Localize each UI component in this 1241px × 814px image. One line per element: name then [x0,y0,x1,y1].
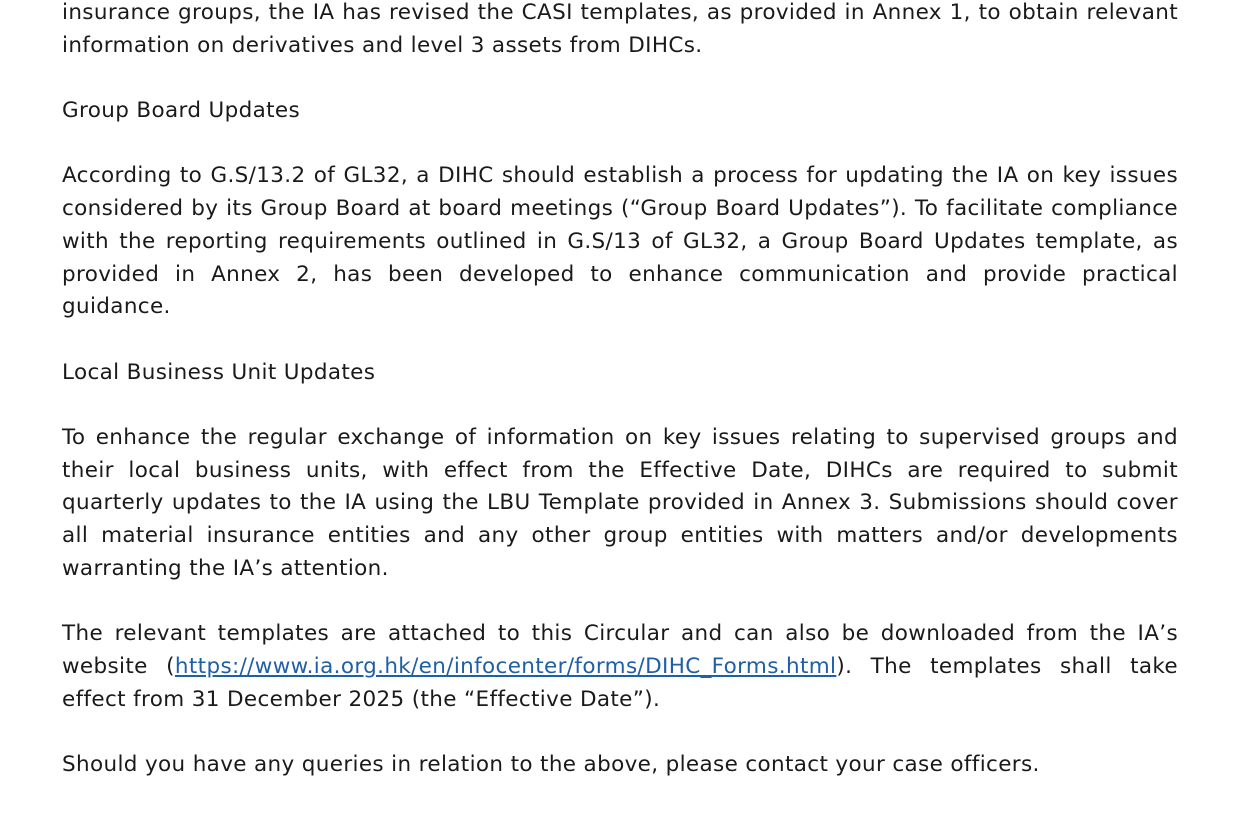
lbu-heading: Local Business Unit Updates [62,359,376,385]
intro-paragraph-tail: insurance groups, the IA has revised the CASI templates, as provided in Annex 1, to obtain relevant information on derivatives and level 3 assets from DIHCs. [62,0,1178,58]
document-body [62,0,1178,814]
group-board-paragraph: According to G.S/13.2 of GL32, a DIHC should establish a process for updating the IA on key issues considered by its Group Board at board meetings (“Group Board Updates”). To facilitate compliance with the reporting requirements outlined in G.S/13 of GL32, a Group Board Updates template, as provided in Annex 2, has been developed to enhance communication and provide practical guidance. [62,163,1178,320]
templates-text-before-link: The relevant templates are attached to this Circular and can also be downloaded from the IA’s website ( [62,621,1178,679]
closing-paragraph: Should you have any queries in relation to the above, please contact your case officers. [62,752,1040,778]
group-board-heading: Group Board Updates [62,98,301,124]
templates-paragraph [62,618,1178,716]
templates-text-after-link: ). The templates shall take effect from 31 December 2025 (the “Effective Date”). [62,653,1178,712]
lbu-paragraph: To enhance the regular exchange of information on key issues relating to supervised groups and their local business units, with effect from the Effective Date, DIHCs are required to submit quarterly updates to the IA using the LBU Template provided in Annex 3. Submissions should cover all material insurance entities and any other group entities with matters and/or developments warranting the IA’s attention. [62,425,1178,581]
dihc-forms-link[interactable]: https://www.ia.org.hk/en/infocenter/forms/DIHC_Forms.html [174,653,837,679]
